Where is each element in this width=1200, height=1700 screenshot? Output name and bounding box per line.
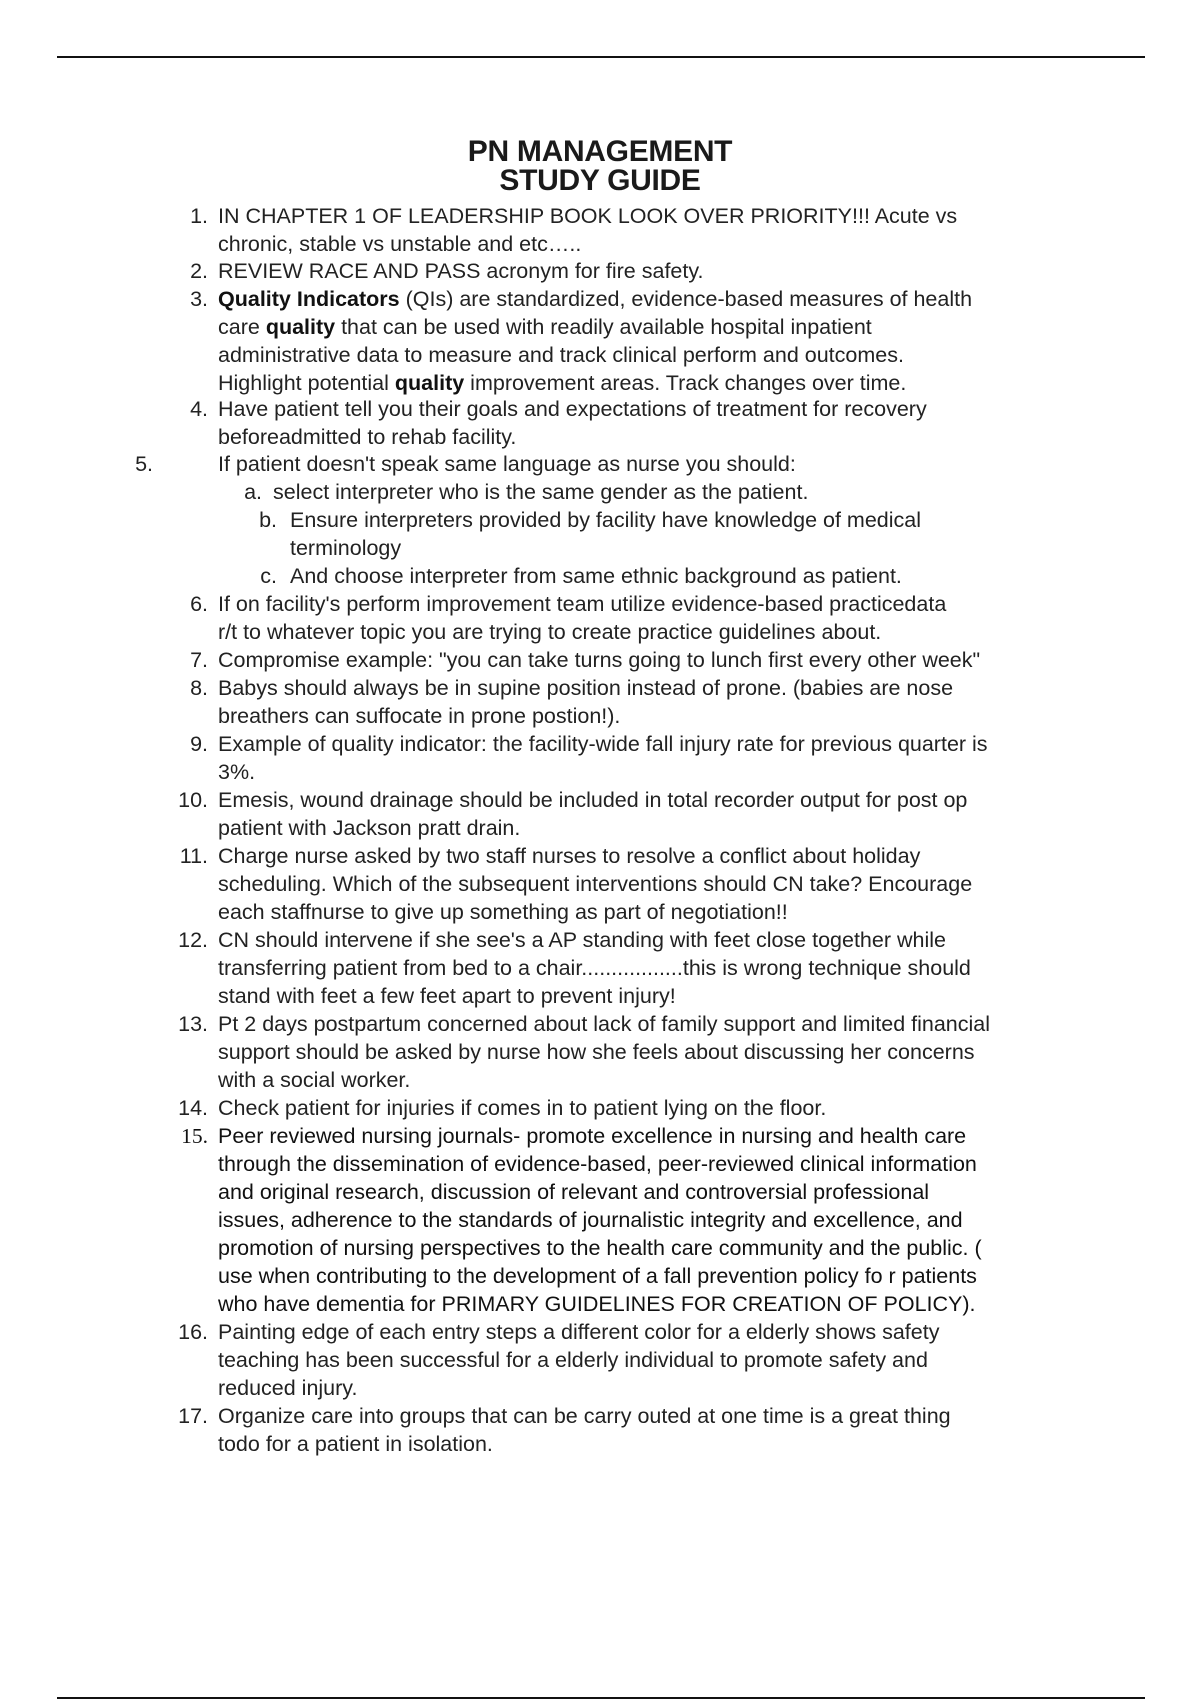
item-line: teaching has been successful for a elderly individual to promote safety and	[218, 1348, 928, 1372]
item-number: 13.	[178, 1012, 208, 1036]
item-line-part: care	[218, 315, 266, 339]
item-text	[218, 842, 1098, 926]
item-text	[218, 1010, 1098, 1094]
item-letter: b.	[259, 508, 277, 532]
item-line: And choose interpreter from same ethnic background as patient.	[290, 564, 902, 588]
item-number: 17.	[178, 1404, 208, 1428]
item-text	[218, 395, 1098, 451]
item-line: Painting edge of each entry steps a different color for a elderly shows safety	[218, 1320, 940, 1344]
item-line: Charge nurse asked by two staff nurses to resolve a conflict about holiday	[218, 844, 921, 868]
item-line: Pt 2 days postpartum concerned about lack of family support and limited financial	[218, 1012, 991, 1036]
bold-term: quality	[265, 315, 336, 339]
item-text	[218, 202, 1098, 258]
page-title	[0, 137, 1200, 195]
item-line: r/t to whatever topic you are trying to create practice guidelines about.	[218, 620, 882, 644]
bold-term: quality	[394, 371, 465, 395]
item-text	[218, 1402, 1098, 1458]
item-line: REVIEW RACE AND PASS acronym for fire safety.	[218, 259, 704, 283]
item-line: issues, adherence to the standards of journalistic integrity and excellence, and	[218, 1208, 963, 1232]
item-line: If on facility's perform improvement team utilize evidence-based practicedata	[218, 592, 947, 616]
item-line	[218, 285, 1098, 313]
item-number: 15.	[181, 1124, 208, 1148]
item-line: Peer reviewed nursing journals- promote excellence in nursing and health care	[218, 1124, 967, 1148]
item-line: terminology	[290, 536, 402, 560]
item-number: 14.	[178, 1096, 208, 1120]
item-number: 7.	[190, 648, 208, 672]
item-line: Check patient for injuries if comes in to patient lying on the floor.	[218, 1096, 827, 1120]
item-text	[218, 646, 1098, 674]
item-line: scheduling. Which of the subsequent interventions should CN take? Encourage	[218, 872, 973, 896]
title-line-2: STUDY GUIDE	[499, 164, 701, 197]
item-text	[218, 926, 1098, 1010]
bold-term: Quality Indicators	[218, 287, 400, 311]
item-number: 5.	[135, 452, 153, 476]
item-text	[218, 1318, 1098, 1402]
item-line: todo for a patient in isolation.	[218, 1432, 493, 1456]
item-line: Compromise example: "you can take turns going to lunch first every other week"	[218, 648, 981, 672]
item-line: who have dementia for PRIMARY GUIDELINES FOR CREATION OF POLICY).	[218, 1292, 976, 1316]
item-text	[218, 285, 1098, 397]
item-text	[290, 506, 1170, 562]
item-letter: a.	[244, 480, 262, 504]
item-line: transferring patient from bed to a chair.................this is wrong technique should	[218, 956, 971, 980]
bottom-rule	[57, 1697, 1145, 1699]
item-line: select interpreter who is the same gender as the patient.	[273, 480, 809, 504]
item-number: 6.	[190, 592, 208, 616]
item-line: use when contributing to the development of a fall prevention policy fo r patients	[218, 1264, 977, 1288]
item-number: 2.	[190, 259, 208, 283]
item-line: Babys should always be in supine position instead of prone. (babies are nose	[218, 676, 954, 700]
item-line: 3%.	[218, 760, 256, 784]
item-line: Emesis, wound drainage should be included in total recorder output for post op	[218, 788, 968, 812]
item-number: 1.	[190, 204, 208, 228]
item-text	[218, 730, 1098, 786]
top-rule	[57, 56, 1145, 58]
item-text	[218, 786, 1098, 842]
item-number: 4.	[190, 397, 208, 421]
item-text	[273, 478, 1153, 506]
item-line	[218, 313, 1098, 341]
item-line: If patient doesn't speak same language as nurse you should:	[218, 452, 796, 476]
item-number: 3.	[190, 287, 208, 311]
item-line: Example of quality indicator: the facility-wide fall injury rate for previous quarter is	[218, 732, 988, 756]
item-text	[218, 1094, 1098, 1122]
item-line: with a social worker.	[218, 1068, 411, 1092]
item-line: chronic, stable vs unstable and etc…..	[218, 232, 582, 256]
item-letter: c.	[260, 564, 277, 588]
item-line-part: improvement areas. Track changes over time.	[464, 371, 907, 395]
item-text	[218, 257, 1098, 285]
item-line: beforeadmitted to rehab facility.	[218, 425, 517, 449]
item-line: and original research, discussion of relevant and controversial professional	[218, 1180, 930, 1204]
item-line: CN should intervene if she see's a AP standing with feet close together while	[218, 928, 946, 952]
item-number: 12.	[178, 928, 208, 952]
item-number: 16.	[178, 1320, 208, 1344]
item-line: breathers can suffocate in prone postion!).	[218, 704, 621, 728]
item-line: each staffnurse to give up something as part of negotiation!!	[218, 900, 788, 924]
item-line: Ensure interpreters provided by facility have knowledge of medical	[290, 508, 921, 532]
item-text	[218, 674, 1098, 730]
item-number: 10.	[178, 788, 208, 812]
title-line-1: PN MANAGEMENT	[467, 135, 733, 168]
item-line: support should be asked by nurse how she feels about discussing her concerns	[218, 1040, 975, 1064]
item-line: IN CHAPTER 1 OF LEADERSHIP BOOK LOOK OVER PRIORITY!!! Acute vs	[218, 204, 958, 228]
item-line: Have patient tell you their goals and expectations of treatment for recovery	[218, 397, 927, 421]
item-line: administrative data to measure and track clinical perform and outcomes.	[218, 343, 904, 367]
item-number: 8.	[190, 676, 208, 700]
item-text	[218, 590, 1098, 646]
item-number: 11.	[179, 844, 208, 868]
item-line	[218, 369, 1098, 397]
item-line: patient with Jackson pratt drain.	[218, 816, 521, 840]
item-number: 9.	[190, 732, 208, 756]
item-line-part: Highlight potential	[218, 371, 395, 395]
item-text	[290, 562, 1170, 590]
item-line-part: (QIs) are standardized, evidence-based measures of health	[399, 287, 973, 311]
item-line: reduced injury.	[218, 1376, 358, 1400]
item-line: promotion of nursing perspectives to the health care community and the public. (	[218, 1236, 982, 1260]
item-line-part: that can be used with readily available hospital inpatient	[335, 315, 872, 339]
item-line: through the dissemination of evidence-based, peer-reviewed clinical information	[218, 1152, 977, 1176]
item-line: Organize care into groups that can be carry outed at one time is a great thing	[218, 1404, 951, 1428]
item-text	[218, 450, 1098, 478]
item-line: stand with feet a few feet apart to prevent injury!	[218, 984, 676, 1008]
item-text	[218, 1122, 1098, 1318]
